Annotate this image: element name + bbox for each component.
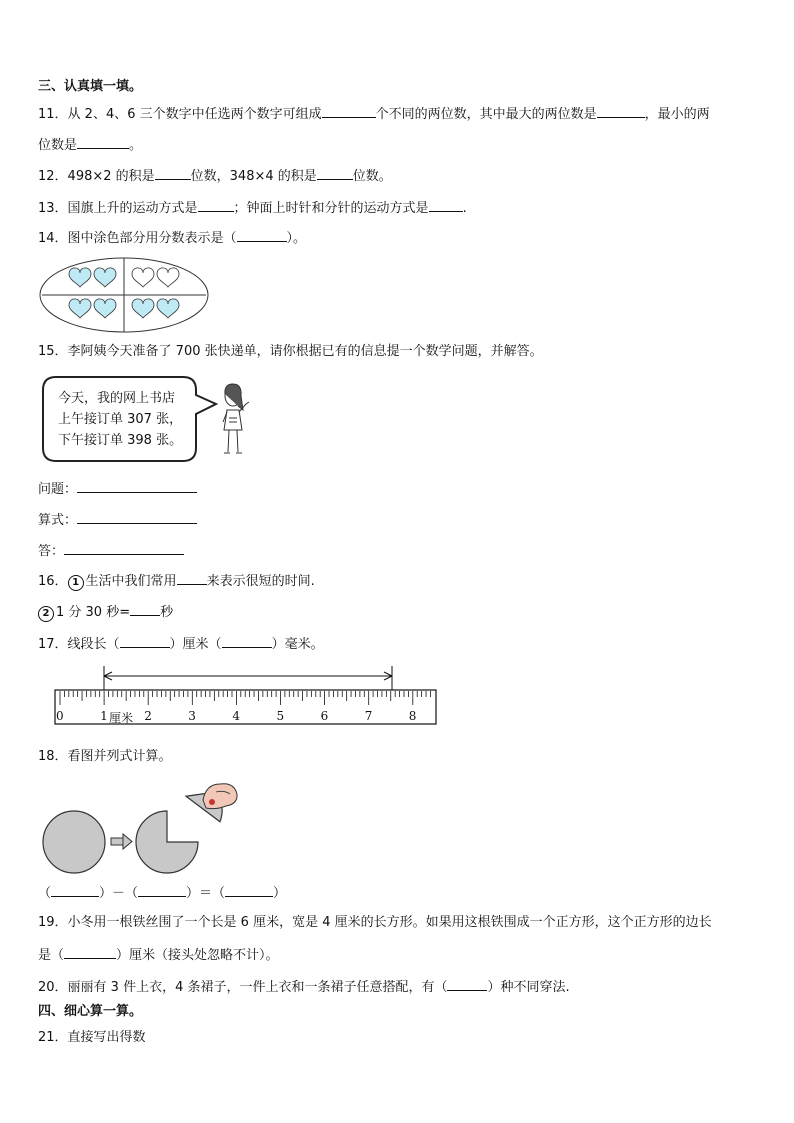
- circled-number-2: 2: [38, 606, 54, 622]
- answer-line: 答：: [38, 541, 184, 561]
- answer-blank[interactable]: [120, 634, 170, 648]
- answer-blank[interactable]: [64, 541, 184, 555]
- answer-blank[interactable]: [225, 883, 273, 897]
- answer-blank[interactable]: [198, 198, 234, 212]
- answer-blank[interactable]: [130, 602, 160, 616]
- circled-number-1: 1: [68, 575, 84, 591]
- question-17: 17．线段长（ ）厘米（ ）毫米。: [38, 634, 324, 654]
- question-12: 12．498×2 的积是 位数，348×4 的积是 位数。: [38, 166, 392, 186]
- hand-icon: [203, 784, 237, 809]
- answer-blank[interactable]: [77, 510, 197, 524]
- bubble-line-2: 上午接订单 307 张，: [58, 412, 183, 427]
- answer-blank[interactable]: [222, 634, 272, 648]
- arrow-right-icon: [111, 834, 132, 849]
- ruler-number: 2: [144, 709, 152, 723]
- circle-cut-figure: [40, 780, 260, 876]
- equation-line: （ ）－（ ）＝（ ）: [38, 883, 286, 903]
- full-circle: [43, 811, 105, 873]
- question-16: 16． 1 生活中我们常用 来表示很短的时间.: [38, 571, 315, 591]
- answer-blank[interactable]: [155, 166, 191, 180]
- answer-blank[interactable]: [77, 479, 197, 493]
- question-14: 14．图中涂色部分用分数表示是（ ）。: [38, 228, 306, 248]
- question-13: 13．国旗上升的运动方式是 ；钟面上时针和分针的运动方式是 .: [38, 198, 467, 218]
- bubble-line-1: 今天，我的网上书店: [58, 391, 176, 406]
- ruler-number: 6: [320, 709, 329, 723]
- question-19-cont: 是（ ）厘米（接头处忽略不计）。: [38, 945, 279, 965]
- ruler-number: 0: [56, 709, 64, 723]
- answer-blank[interactable]: [322, 104, 376, 118]
- answer-blank[interactable]: [177, 571, 207, 585]
- ruler-number: 4: [232, 709, 241, 723]
- answer-blank[interactable]: [64, 945, 116, 959]
- answer-blank[interactable]: [77, 135, 129, 149]
- ruler-number: 5: [276, 709, 285, 723]
- question-20: 20．丽丽有 3 件上衣，4 条裙子，一件上衣和一条裙子任意搭配，有（ ）种不同穿法.: [38, 977, 570, 997]
- formula-line: 算式：: [38, 510, 197, 530]
- answer-blank[interactable]: [51, 883, 99, 897]
- section-3-title: 三、认真填一填。: [38, 79, 143, 94]
- question-15: 15．李阿姨今天准备了 700 张快递单，请你根据已有的信息提一个数学问题，并解答。: [38, 344, 543, 359]
- ruler-number: 1: [100, 709, 108, 723]
- question-11-cont: 位数是 。: [38, 135, 142, 155]
- answer-blank[interactable]: [317, 166, 353, 180]
- question-16-part-2: 2 1 分 30 秒= 秒: [38, 602, 173, 622]
- ruler-number: 8: [408, 709, 417, 723]
- answer-blank[interactable]: [138, 883, 186, 897]
- section-4-title: 四、细心算一算。: [38, 1004, 143, 1019]
- answer-blank[interactable]: [597, 104, 645, 118]
- question-21: 21．直接写出得数: [38, 1030, 146, 1045]
- question-11: 11．从 2、4、6 三个数字中任选两个数字可组成 个不同的两位数，其中最大的两位数是 ，最小的两: [38, 104, 710, 124]
- answer-blank[interactable]: [429, 198, 463, 212]
- question-line: 问题：: [38, 479, 197, 499]
- three-quarter-circle: [136, 811, 198, 873]
- ruler-number: 7: [364, 709, 373, 723]
- ruler-number: 3: [188, 709, 196, 723]
- answer-blank[interactable]: [447, 977, 487, 991]
- ruler-unit-label: 厘米: [109, 711, 134, 725]
- question-18: 18．看图并列式计算。: [38, 749, 172, 764]
- question-19: 19．小冬用一根铁丝围了一个长是 6 厘米，宽是 4 厘米的长方形。如果用这根铁围成一个正方形，这个正方形的边长: [38, 915, 712, 930]
- hearts-oval-figure: [38, 256, 210, 334]
- bubble-line-3: 下午接订单 398 张。: [58, 433, 183, 448]
- woman-figure-icon: [223, 384, 249, 453]
- answer-blank[interactable]: [237, 228, 287, 242]
